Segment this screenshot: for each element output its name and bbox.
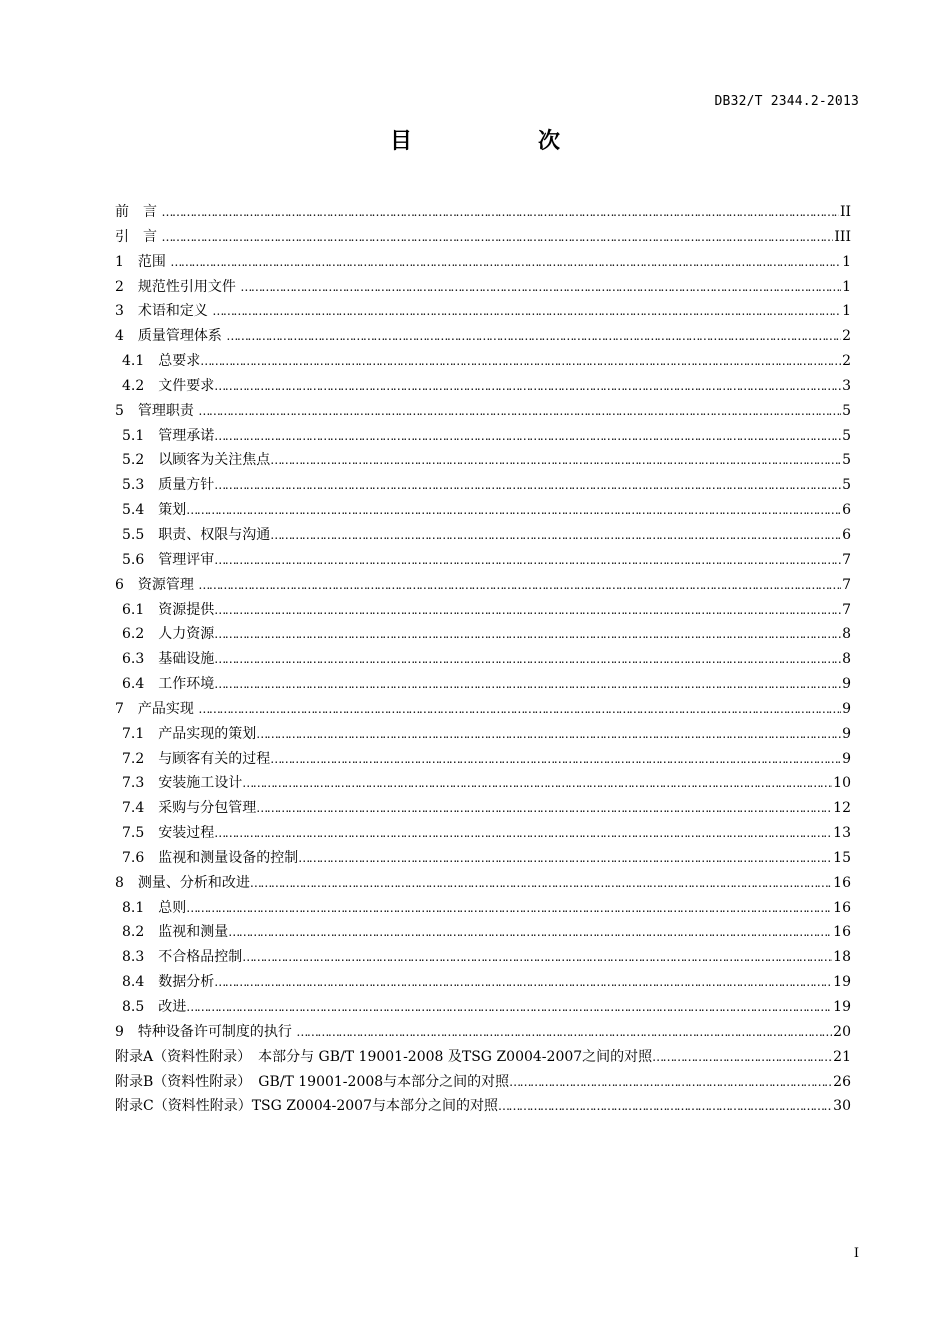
toc-dot-leader	[256, 722, 841, 747]
toc-entry-page: 30	[833, 1098, 851, 1115]
toc-dot-leader	[270, 448, 841, 473]
toc-entry-label: 1 范围	[115, 253, 171, 270]
toc-dot-leader	[214, 374, 841, 399]
toc-entry-label: 8.2 监视和测量	[122, 924, 229, 941]
toc-entry-page: 6	[842, 502, 851, 519]
toc-entry[interactable]	[115, 722, 851, 747]
toc-entry[interactable]	[115, 275, 851, 300]
toc-entry[interactable]	[115, 473, 851, 498]
toc-entry-label: 4 质量管理体系	[115, 328, 227, 345]
toc-entry[interactable]	[115, 647, 851, 672]
toc-entry-label: 附录C（资料性附录）TSG Z0004-2007与本部分之间的对照	[115, 1098, 498, 1115]
toc-dot-leader	[198, 573, 841, 598]
toc-dot-leader	[256, 796, 832, 821]
toc-dot-leader	[186, 498, 841, 523]
toc-entry-page: 1	[842, 253, 851, 270]
toc-entry-label: 6.2 人力资源	[122, 626, 215, 643]
toc-entry-page: II	[839, 204, 851, 220]
toc-entry-page: 21	[833, 1048, 851, 1065]
toc-entry[interactable]	[115, 523, 851, 548]
toc-entry[interactable]	[115, 622, 851, 647]
toc-dot-leader	[250, 871, 832, 896]
toc-dot-leader	[270, 747, 841, 772]
toc-dot-leader	[214, 672, 841, 697]
toc-entry-label: 5.4 策划	[122, 502, 187, 519]
toc-dot-leader	[200, 349, 841, 374]
toc-entry[interactable]	[115, 598, 851, 623]
toc-entry[interactable]	[115, 672, 851, 697]
toc-dot-leader	[186, 995, 832, 1020]
toc-dot-leader	[214, 424, 841, 449]
toc-entry[interactable]	[115, 573, 851, 598]
toc-entry-label: 4.1 总要求	[122, 353, 201, 370]
toc-dot-leader	[212, 299, 841, 324]
toc-entry[interactable]	[115, 374, 851, 399]
toc-entry[interactable]	[115, 1020, 851, 1045]
toc-entry[interactable]	[115, 796, 851, 821]
toc-entry[interactable]	[115, 1045, 851, 1070]
toc-entry-label: 8.1 总则	[122, 899, 187, 916]
toc-entry-label: 2 规范性引用文件	[115, 278, 241, 295]
toc-entry-label: 7 产品实现	[115, 700, 199, 717]
toc-entry-page: 15	[833, 849, 851, 866]
toc-entry-label: 5.5 职责、权限与沟通	[122, 526, 271, 543]
toc-entry-page: 16	[833, 899, 851, 916]
toc-entry-label: 附录B（资料性附录） GB/T 19001-2008与本部分之间的对照	[115, 1073, 510, 1090]
toc-entry-page: 9	[842, 750, 851, 767]
toc-entry[interactable]	[115, 399, 851, 424]
toc-entry-page: 5	[842, 427, 851, 444]
toc-entry[interactable]	[115, 771, 851, 796]
toc-entry-page: 20	[833, 1023, 851, 1040]
toc-entry-page: 19	[833, 974, 851, 991]
toc-dot-leader	[242, 945, 832, 970]
toc-entry-page: 5	[842, 402, 851, 419]
toc-entry-page: 10	[833, 775, 851, 792]
toc-entry[interactable]	[115, 821, 851, 846]
toc-entry[interactable]	[115, 498, 851, 523]
toc-entry-label: 6.3 基础设施	[122, 651, 215, 668]
toc-dot-leader	[214, 647, 841, 672]
toc-dot-leader	[161, 200, 838, 225]
toc-entry-page: 18	[833, 949, 851, 966]
toc-entry-page: 16	[833, 924, 851, 941]
toc-entry[interactable]	[115, 871, 851, 896]
toc-entry[interactable]	[115, 424, 851, 449]
toc-entry-label: 8.4 数据分析	[122, 974, 215, 991]
toc-entry-label: 附录A（资料性附录） 本部分与 GB/T 19001-2008 及TSG Z0004-2007之间的对照	[115, 1048, 653, 1065]
toc-entry-label: 5 管理职责	[115, 402, 199, 419]
toc-dot-leader	[226, 324, 841, 349]
toc-entry-label: 7.5 安装过程	[122, 825, 215, 842]
toc-entry-page: 7	[842, 551, 851, 568]
toc-entry-label: 3 术语和定义	[115, 303, 213, 320]
toc-entry-page: 5	[842, 477, 851, 494]
toc-entry-page: 9	[842, 700, 851, 717]
toc-entry[interactable]	[115, 697, 851, 722]
toc-entry-page: 2	[842, 353, 851, 370]
toc-entry-page: 6	[842, 526, 851, 543]
toc-entry-label: 7.2 与顾客有关的过程	[122, 750, 271, 767]
toc-dot-leader	[240, 275, 841, 300]
toc-entry[interactable]	[115, 945, 851, 970]
toc-entry-page: 1	[842, 303, 851, 320]
toc-entry-label: 5.2 以顾客为关注焦点	[122, 452, 271, 469]
toc-dot-leader	[214, 622, 841, 647]
toc-dot-leader	[198, 697, 841, 722]
toc-dot-leader	[242, 771, 832, 796]
toc-entry-label: 6.1 资源提供	[122, 601, 215, 618]
toc-dot-leader	[509, 1070, 832, 1095]
toc-entry[interactable]	[115, 250, 851, 275]
toc-entry-label: 4.2 文件要求	[122, 377, 215, 394]
toc-entry-page: 19	[833, 999, 851, 1015]
toc-entry-page: 9	[842, 676, 851, 693]
toc-entry[interactable]	[115, 920, 851, 945]
toc-entry-page: 13	[833, 825, 851, 842]
toc-entry-label: 引 言	[115, 228, 162, 245]
toc-entry[interactable]	[115, 995, 851, 1020]
toc-entry-label: 6 资源管理	[115, 576, 199, 593]
toc-entry-label: 8.3 不合格品控制	[122, 949, 243, 966]
toc-entry[interactable]	[115, 970, 851, 995]
toc-entry-label: 8 测量、分析和改进	[115, 874, 250, 891]
toc-entry[interactable]	[115, 1094, 851, 1119]
toc-entry-label: 前 言	[115, 204, 162, 220]
toc-entry-page: 7	[842, 601, 851, 618]
toc-dot-leader	[228, 920, 832, 945]
toc-entry-label: 6.4 工作环境	[122, 676, 215, 693]
toc-entry-label: 9 特种设备许可制度的执行	[115, 1023, 297, 1040]
toc-entry[interactable]	[115, 548, 851, 573]
toc-dot-leader	[214, 821, 832, 846]
toc-entry[interactable]	[115, 299, 851, 324]
document-code: DB32/T 2344.2-2013	[714, 94, 859, 109]
page-number: I	[853, 1246, 859, 1261]
toc-entry[interactable]	[115, 1070, 851, 1095]
toc-dot-leader	[214, 598, 841, 623]
toc-entry[interactable]	[115, 747, 851, 772]
toc-dot-leader	[270, 523, 841, 548]
toc-entry-page: III	[834, 228, 851, 245]
toc-entry-label: 5.1 管理承诺	[122, 427, 215, 444]
toc-dot-leader	[198, 399, 841, 424]
toc-dot-leader	[498, 1094, 832, 1119]
toc-entry[interactable]	[115, 896, 851, 921]
toc-entry-page: 5	[842, 452, 851, 469]
page-title: 目 次	[389, 129, 612, 154]
toc-dot-leader	[186, 896, 832, 921]
toc-entry-label: 7.4 采购与分包管理	[122, 800, 257, 817]
toc-entry-page: 8	[842, 626, 851, 643]
toc-entry[interactable]	[115, 225, 851, 250]
toc-entry[interactable]	[115, 200, 851, 225]
toc-entry-label: 5.3 质量方针	[122, 477, 215, 494]
toc-entry-label: 7.3 安装施工设计	[122, 775, 243, 792]
toc-entry-page: 12	[833, 800, 851, 817]
toc-entry[interactable]	[115, 324, 851, 349]
toc-entry-label: 8.5 改进	[122, 999, 187, 1015]
toc-entry-page: 9	[842, 725, 851, 742]
toc-dot-leader	[296, 1020, 832, 1045]
toc-entry[interactable]	[115, 846, 851, 871]
toc-dot-leader	[298, 846, 832, 871]
toc-entry-label: 5.6 管理评审	[122, 551, 215, 568]
toc-dot-leader	[161, 225, 833, 250]
toc-entry-page: 16	[833, 874, 851, 891]
toc-dot-leader	[170, 250, 841, 275]
toc-dot-leader	[214, 970, 832, 995]
toc-entry-page: 1	[842, 278, 851, 295]
toc-entry-label: 7.6 监视和测量设备的控制	[122, 849, 299, 866]
toc-entry-page: 8	[842, 651, 851, 668]
toc-dot-leader	[214, 548, 841, 573]
toc-dot-leader	[214, 473, 841, 498]
toc-entry-page: 3	[842, 377, 851, 394]
toc-entry[interactable]	[115, 448, 851, 473]
table-of-contents	[115, 200, 851, 1119]
toc-entry-page: 7	[842, 576, 851, 593]
toc-dot-leader	[652, 1045, 832, 1070]
toc-entry-page: 2	[842, 328, 851, 345]
toc-entry-page: 26	[833, 1073, 851, 1090]
toc-entry[interactable]	[115, 349, 851, 374]
toc-entry-label: 7.1 产品实现的策划	[122, 725, 257, 742]
